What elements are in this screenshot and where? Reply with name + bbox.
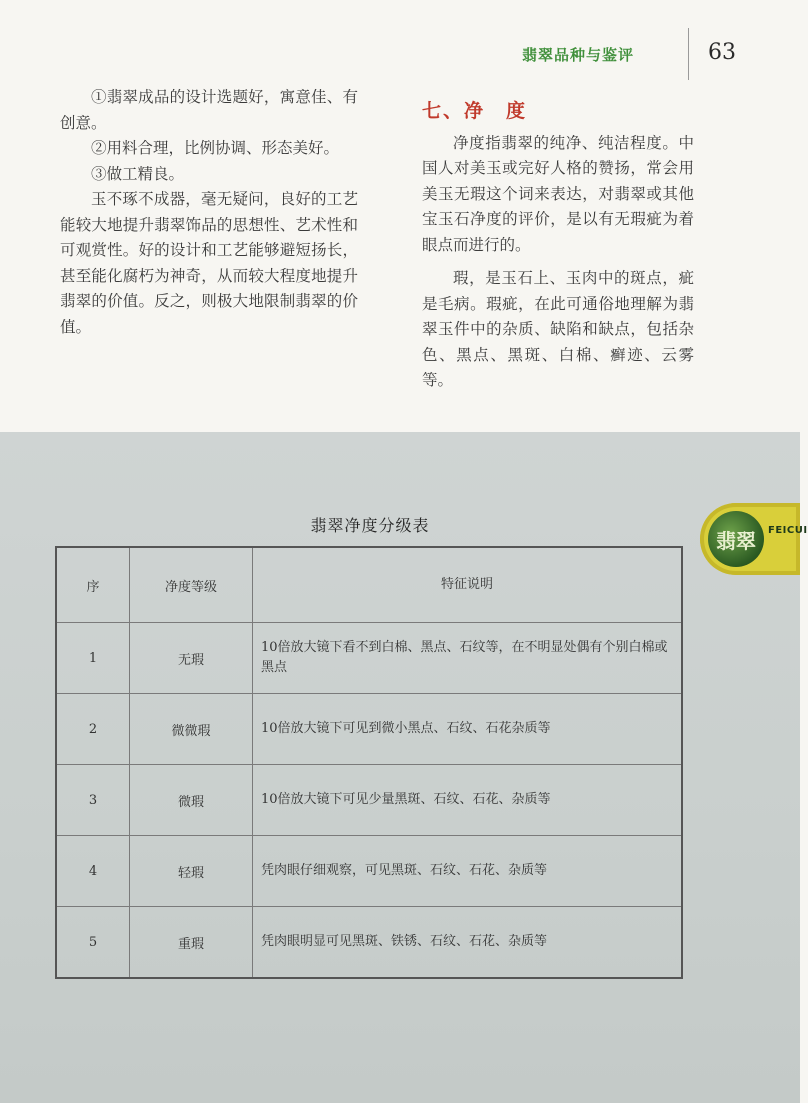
row-description: 10倍放大镜下看不到白棉、黑点、石纹等，在不明显处偶有个别白棉或黑点 [253, 623, 683, 694]
table-row [56, 907, 682, 979]
row-grade: 微微瑕 [130, 694, 253, 765]
header-cell-grade: 净度等级 [130, 547, 253, 623]
row-number: 2 [56, 694, 130, 765]
header-divider [688, 28, 689, 80]
paragraph: ②用料合理，比例协调、形态美好。 [91, 139, 340, 157]
row-description: 10倍放大镜下可见少量黑斑、石纹、石花、杂质等 [253, 765, 683, 836]
table-title: 翡翠净度分级表 [310, 516, 430, 535]
left-text-column [60, 85, 358, 340]
row-grade: 轻瑕 [130, 836, 253, 907]
table-row [56, 623, 682, 694]
row-grade: 重瑕 [130, 907, 253, 979]
row-number: 4 [56, 836, 130, 907]
row-number: 1 [56, 623, 130, 694]
row-grade: 微瑕 [130, 765, 253, 836]
paragraph: 瑕，是玉石上、玉肉中的斑点，疵是毛病。瑕疵，在此可通俗地理解为翡翠玉件中的杂质、缺陷和缺点，包括杂色、黑点、黑斑、白棉、癣迹、云雾等。 [422, 269, 694, 389]
badge-label: FEICUI [768, 525, 808, 536]
row-number: 5 [56, 907, 130, 979]
row-description: 10倍放大镜下可见到微小黑点、石纹、石花杂质等 [253, 694, 683, 765]
section-heading: 七、净 度 [422, 100, 528, 122]
row-description: 凭肉眼仔细观察，可见黑斑、石纹、石花、杂质等 [253, 836, 683, 907]
row-description: 凭肉眼明显可见黑斑、铁锈、石纹、石花、杂质等 [253, 907, 683, 979]
paragraph: ①翡翠成品的设计选题好，寓意佳、有创意。 [60, 88, 358, 132]
right-text-column [422, 85, 694, 394]
header-cell-number: 序 [56, 547, 130, 623]
header-cell-description: 特征说明 [253, 547, 683, 623]
paragraph: 玉不琢不成器，毫无疑问，良好的工艺能较大地提升翡翠饰品的思想性、艺术性和可观赏性。好的设计和工艺能够避短扬长，甚至能化腐朽为神奇，从而较大程度地提升翡翠的价值。反之，则极大地限制翡翠的价值。 [60, 190, 358, 336]
row-grade: 无瑕 [130, 623, 253, 694]
table-row [56, 694, 682, 765]
paragraph: ③做工精良。 [91, 164, 185, 183]
table-header-row [56, 547, 682, 623]
table-row [56, 836, 682, 907]
row-number: 3 [56, 765, 130, 836]
badge-glyph: 翡翠 [716, 528, 756, 553]
paragraph: 净度指翡翠的纯净、纯洁程度。中国人对美玉或完好人格的赞扬，常会用美玉无瑕这个词来表达，对翡翠或其他宝玉石净度的评价，是以有无瑕疵为着眼点而进行的。 [422, 133, 694, 254]
table-row [56, 765, 682, 836]
page-number: 63 [708, 40, 736, 65]
running-header-title: 翡翠品种与鉴评 [522, 46, 635, 64]
clarity-grade-table [55, 546, 683, 979]
